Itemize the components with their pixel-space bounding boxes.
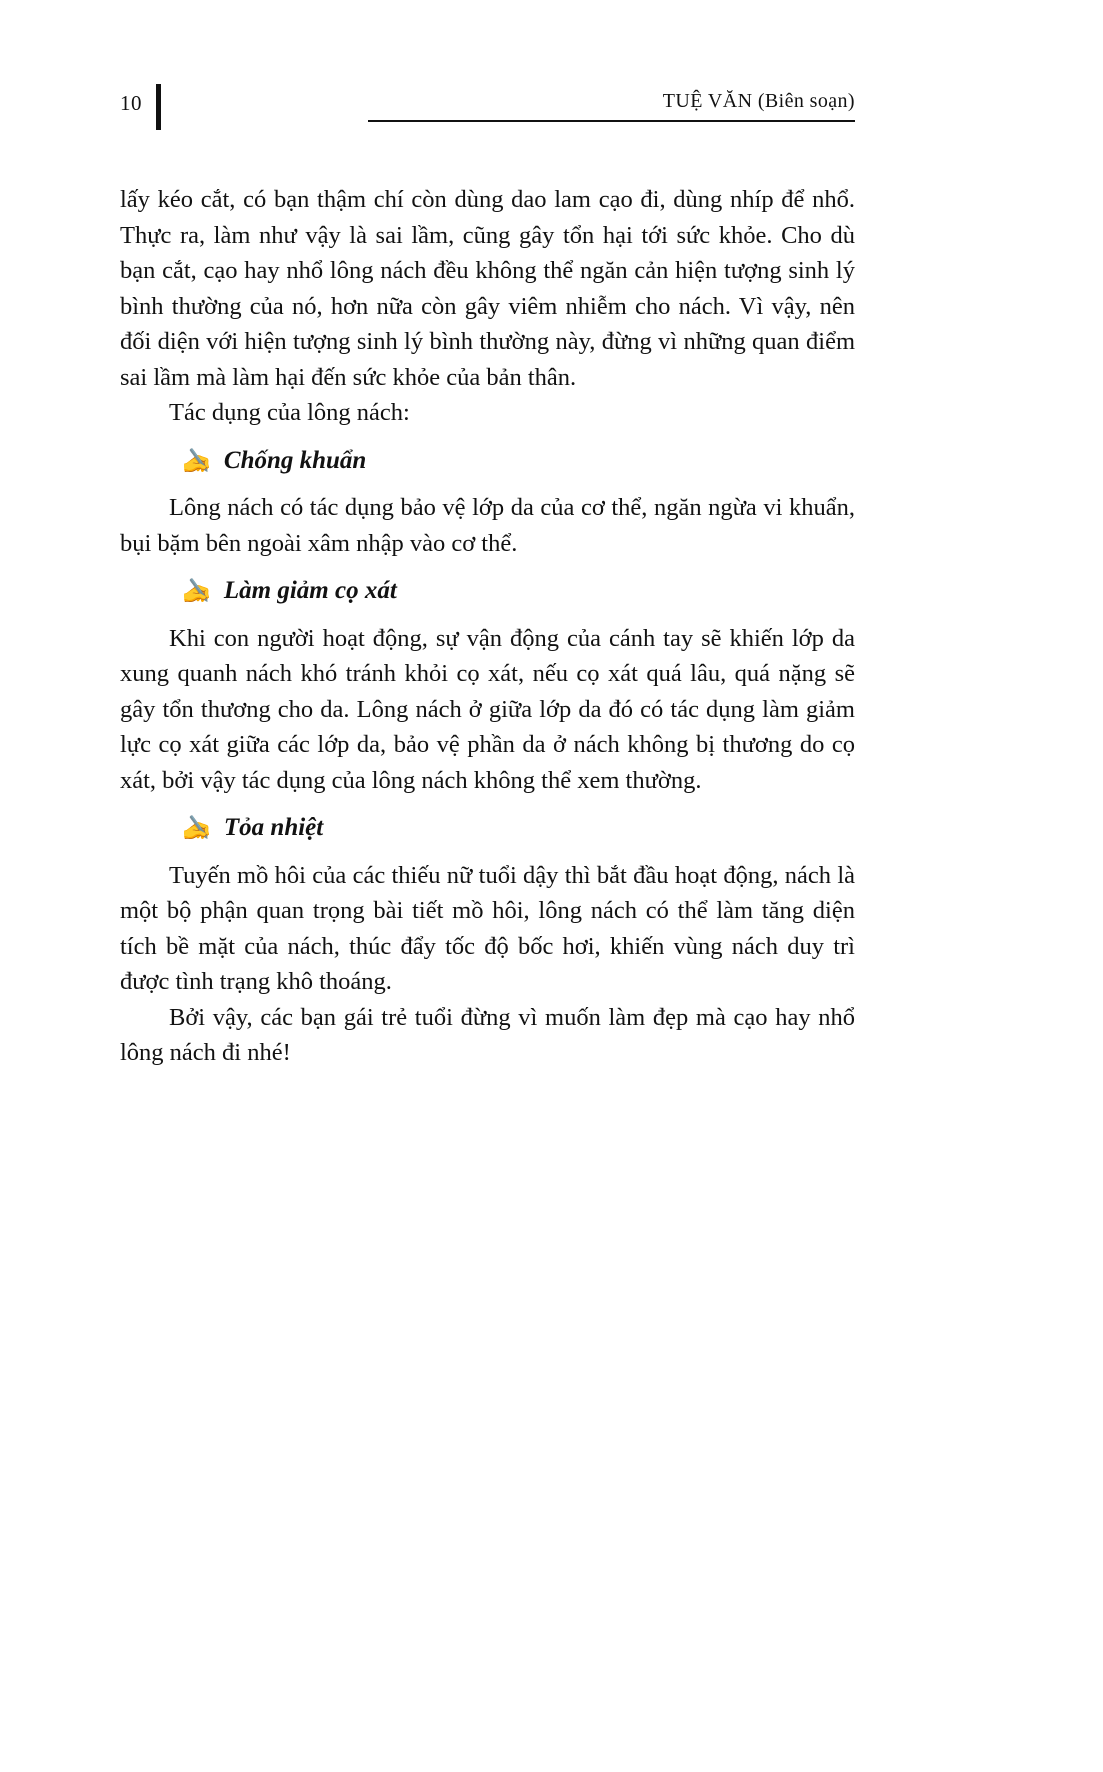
paragraph-closing: Bởi vậy, các bạn gái trẻ tuổi đừng vì muốn làm đẹp mà cạo hay nhổ lông nách đi nhé! bbox=[120, 1003, 855, 1066]
section-heading-label: Làm giảm cọ xát bbox=[223, 577, 397, 604]
paragraph-continuation: lấy kéo cắt, có bạn thậm chí còn dùng dao lam cạo đi, dùng nhíp để nhổ. Thực ra, làm như vậy là sai lầm, cũng gây tổn hại tới sức khỏe. Cho dù bạn cắt, cạo hay nhổ lông nách đều không thể ngăn cản hiện tượng sinh lý bình thường của nó, hơn nữa còn gây viêm nhiễm cho nách. Vì vậy, nên đối diện với hiện tượng sinh lý bình thường này, đừng vì những quan điểm sai lầm mà làm hại đến sức khỏe của bản thân. bbox=[120, 186, 855, 391]
header-left bbox=[120, 88, 161, 130]
paragraph-antibacterial: Lông nách có tác dụng bảo vệ lớp da của cơ thể, ngăn ngừa vi khuẩn, bụi bặm bên ngoài xâm nhập vào cơ thể. bbox=[120, 494, 855, 557]
page-header bbox=[120, 88, 855, 140]
header-right bbox=[368, 88, 855, 122]
paragraph-friction: Khi con người hoạt động, sự vận động của cánh tay sẽ khiến lớp da xung quanh nách khó tránh khỏi cọ xát, nếu cọ xát quá lâu, quá nặng sẽ gây tổn thương cho da. Lông nách ở giữa lớp da đó có tác dụng làm giảm lực cọ xát giữa các lớp da, bảo vệ phần da ở nách không bị thương do cọ xát, bởi vậy tác dụng của lông nách không thể xem thường. bbox=[120, 624, 855, 794]
section-heading-friction bbox=[182, 573, 855, 610]
pen-icon: ✍ bbox=[182, 579, 212, 605]
running-title: TUỆ VĂN (Biên soạn) bbox=[662, 90, 855, 112]
pen-icon: ✍ bbox=[182, 448, 212, 475]
paragraph-heat: Tuyến mồ hôi của các thiếu nữ tuổi dậy thì bắt đầu hoạt động, nách là một bộ phận quan trọng bài tiết mồ hôi, lông nách có thể làm tăng diện tích bề mặt của nách, thúc đẩy tốc độ bốc hơi, khiến vùng nách duy trì được tình trạng khô thoáng. bbox=[120, 861, 855, 995]
header-divider-bar bbox=[156, 84, 161, 130]
page-body bbox=[120, 182, 855, 1071]
paragraph-lead-in: Tác dụng của lông nách: bbox=[169, 399, 410, 426]
section-heading-heat bbox=[182, 810, 855, 847]
section-heading-antibacterial bbox=[182, 443, 855, 480]
pen-icon: ✍ bbox=[182, 816, 212, 842]
page-number: 10 bbox=[120, 91, 142, 115]
section-heading-label: Tỏa nhiệt bbox=[223, 814, 324, 841]
header-rule bbox=[368, 120, 855, 122]
section-heading-label: Chống khuẩn bbox=[223, 446, 367, 474]
